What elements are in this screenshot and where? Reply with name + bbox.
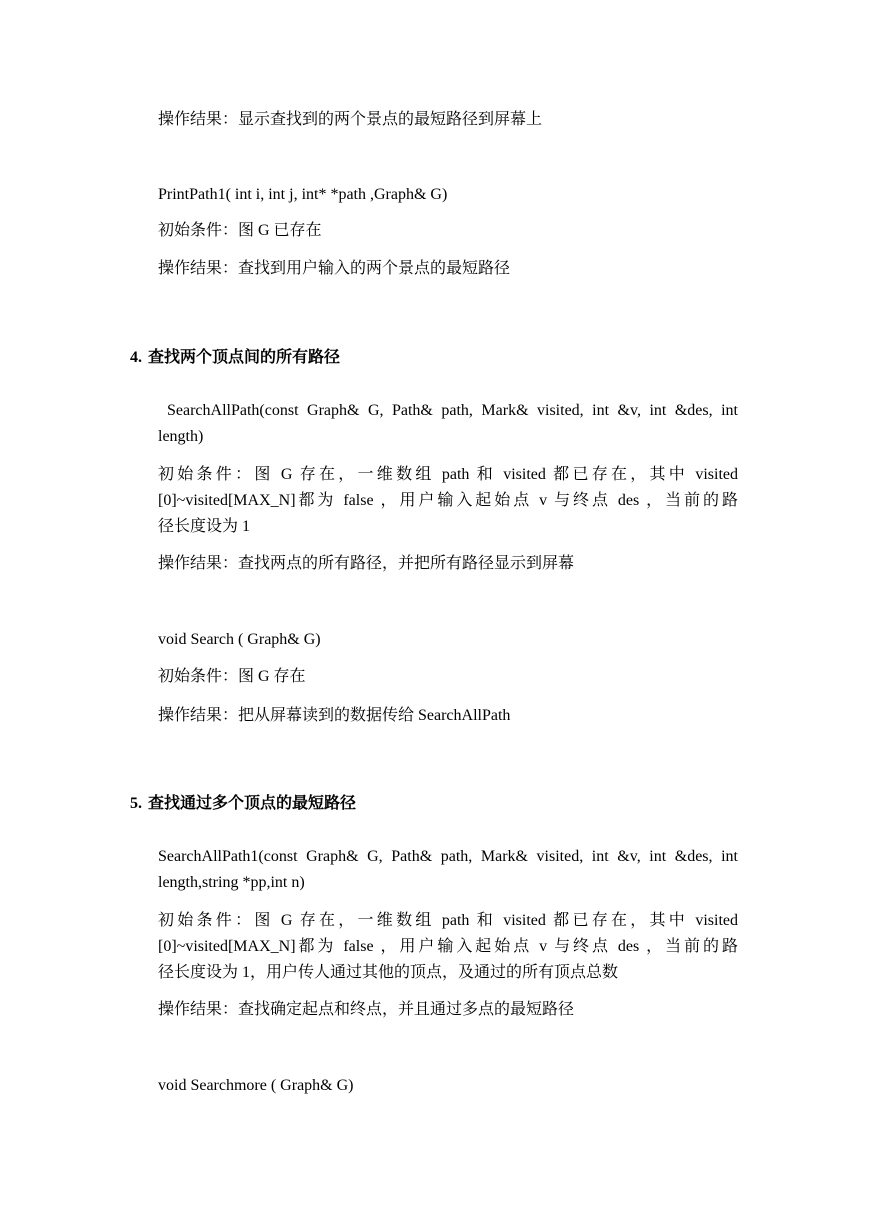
section-5-precondition — [158, 908, 738, 986]
section-4-signature-line2: length) — [158, 428, 204, 445]
section-4-precondition-line2: [0]~visited[MAX_N]都为 false ，用户输入起始点 v 与终点 des ，当前的路 — [158, 492, 738, 509]
section-5-number: 5. — [130, 795, 142, 812]
section-5-signature-line2: length,string *pp,int n) — [158, 874, 305, 891]
section-5-result: 操作结果：查找确定起点和终点，并且通过多点的最短路径 — [158, 1001, 575, 1018]
section-4-precondition — [158, 462, 738, 540]
section-4-result: 操作结果：查找两点的所有路径，并把所有路径显示到屏幕 — [158, 555, 575, 572]
searchmore-signature: void Searchmore ( Graph& G) — [158, 1077, 354, 1094]
section-5-heading — [130, 794, 356, 814]
section-5-title: 查找通过多个顶点的最短路径 — [148, 795, 357, 812]
section-4-precondition-line1: 初始条件：图 G 存在，一维数组 path 和 visited 都已存在，其中 visited — [158, 466, 738, 483]
section-5-precondition-line2: [0]~visited[MAX_N]都为 false ，用户输入起始点 v 与终点 des ，当前的路 — [158, 938, 738, 955]
section-4-title: 查找两个顶点间的所有路径 — [148, 349, 341, 366]
printpath-signature: PrintPath1( int i, int j, int* *path ,Graph& G) — [158, 186, 448, 203]
printpath-result: 操作结果：查找到用户输入的两个景点的最短路径 — [158, 260, 511, 277]
section-4-signature — [158, 398, 738, 450]
section-4-signature-line1: SearchAllPath(const Graph& G, Path& path, Mark& visited, int &v, int &des, int — [167, 402, 738, 419]
section-5-signature-line1: SearchAllPath1(const Graph& G, Path& path, Mark& visited, int &v, int &des, int — [158, 848, 738, 865]
top-result-text: 操作结果：显示查找到的两个景点的最短路径到屏幕上 — [158, 111, 543, 128]
section-4-number: 4. — [130, 349, 142, 366]
section-5-precondition-line1: 初始条件：图 G 存在，一维数组 path 和 visited 都已存在，其中 visited — [158, 912, 738, 929]
section-5-precondition-line3: 径长度设为 1，用户传人通过其他的顶点，及通过的所有顶点总数 — [158, 964, 619, 981]
section-4-precondition-line3: 径长度设为 1 — [158, 518, 251, 535]
printpath-precondition: 初始条件：图 G 已存在 — [158, 222, 322, 239]
search-precondition: 初始条件：图 G 存在 — [158, 668, 306, 685]
section-5-signature — [158, 844, 738, 896]
search-signature: void Search ( Graph& G) — [158, 631, 321, 648]
search-result: 操作结果：把从屏幕读到的数据传给 SearchAllPath — [158, 707, 511, 724]
section-4-heading — [130, 348, 340, 368]
